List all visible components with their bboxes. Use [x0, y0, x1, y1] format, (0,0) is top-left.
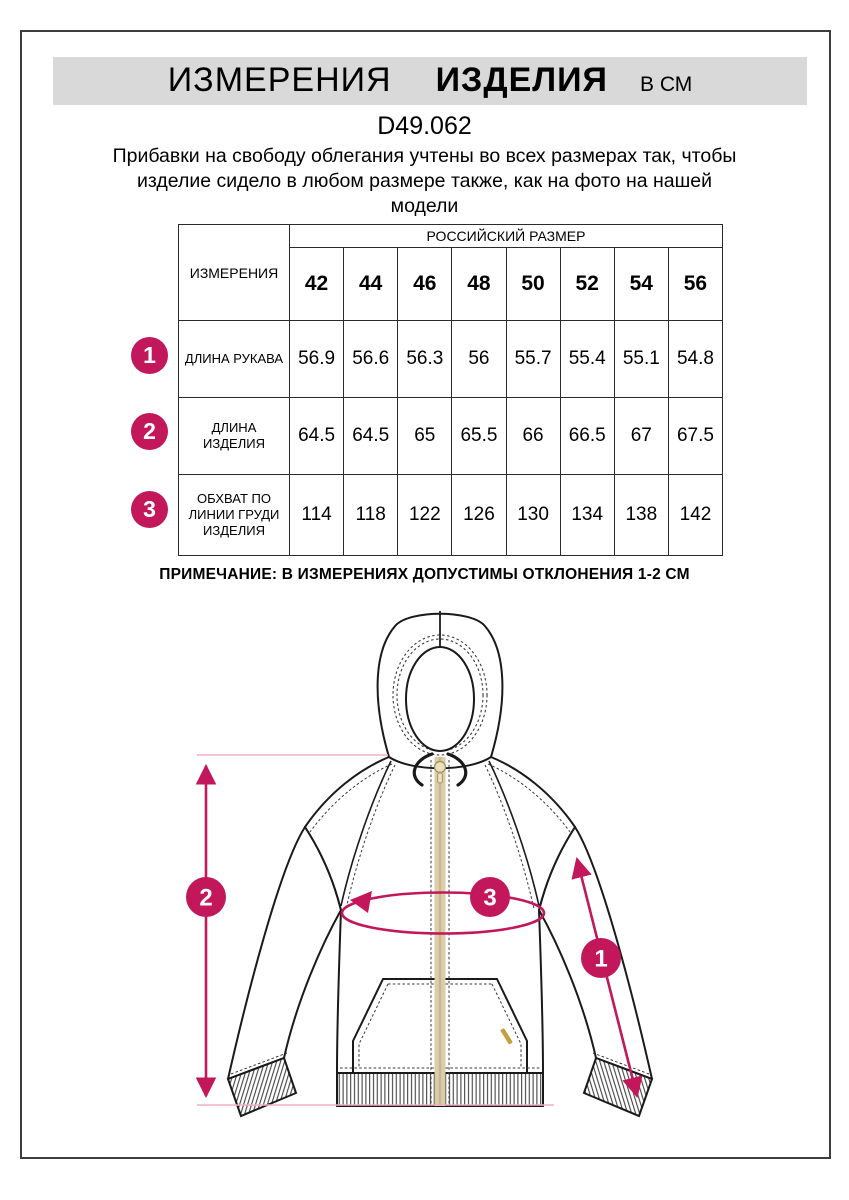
hood-opening: [406, 647, 474, 751]
value-cell: 56: [452, 321, 506, 398]
diagram-badge-garment-length: [186, 877, 226, 917]
value-cell: 66: [506, 398, 560, 475]
value-cell: 134: [560, 475, 614, 556]
svg-text:3: 3: [483, 884, 497, 912]
size-cell: 42: [290, 248, 344, 321]
value-cell: 65: [398, 398, 452, 475]
size-cell: 46: [398, 248, 452, 321]
row-number-badge-1: 1: [131, 337, 168, 374]
fit-note-line: модели: [390, 194, 459, 217]
value-cell: 114: [290, 475, 344, 556]
fit-note-line: Прибавки на свободу облегания учтены во всех размерах так, чтобы: [112, 145, 737, 167]
row-number-badge-2: 2: [131, 413, 168, 450]
diagram-badge-chest-girth: [470, 877, 510, 917]
fit-note-line: изделие сидело в любом размере также, как на фото на нашей: [136, 169, 713, 192]
measurements-header-cell: ИЗМЕРЕНИЯ: [179, 225, 290, 321]
value-cell: 122: [398, 475, 452, 556]
tolerance-footnote: ПРИМЕЧАНИЕ: В ИЗМЕРЕНИЯХ ДОПУСТИМЫ ОТКЛОНЕНИЯ 1-2 СМ: [159, 566, 690, 583]
fit-note: [0, 144, 849, 218]
value-cell: 142: [668, 475, 722, 556]
value-cell: 64.5: [290, 398, 344, 475]
size-cell: 48: [452, 248, 506, 321]
page-title-emphasis: ИЗДЕЛИЯ: [435, 61, 608, 99]
row-number-badge-3: 3: [131, 491, 168, 528]
table-row-garment-length: [179, 398, 723, 475]
size-cell: 44: [344, 248, 398, 321]
table-row-chest-girth: [179, 475, 723, 556]
page-title-unit: В СМ: [639, 73, 693, 96]
product-code: D49.062: [377, 112, 472, 140]
value-cell: 65.5: [452, 398, 506, 475]
row-label: ДЛИНА ИЗДЕЛИЯ: [179, 398, 290, 475]
title-bar: [53, 57, 807, 105]
hoodie-technical-drawing: [170, 588, 730, 1160]
value-cell: 118: [344, 475, 398, 556]
diagram-badge-sleeve-length: [581, 938, 621, 978]
row-label: ДЛИНА РУКАВА: [179, 321, 290, 398]
size-cell: 56: [668, 248, 722, 321]
value-cell: 54.8: [668, 321, 722, 398]
size-table: [178, 224, 723, 556]
value-cell: 56.3: [398, 321, 452, 398]
value-cell: 55.4: [560, 321, 614, 398]
value-cell: 138: [614, 475, 668, 556]
row-label: ОБХВАТ ПО ЛИНИИ ГРУДИ ИЗДЕЛИЯ: [179, 475, 290, 556]
value-cell: 64.5: [344, 398, 398, 475]
value-cell: 67.5: [668, 398, 722, 475]
value-cell: 126: [452, 475, 506, 556]
value-cell: 56.6: [344, 321, 398, 398]
value-cell: 66.5: [560, 398, 614, 475]
value-cell: 67: [614, 398, 668, 475]
svg-text:2: 2: [199, 884, 213, 912]
size-cell: 50: [506, 248, 560, 321]
size-group-header-cell: РОССИЙСКИЙ РАЗМЕР: [290, 225, 723, 248]
value-cell: 56.9: [290, 321, 344, 398]
table-row-sleeve-length: [179, 321, 723, 398]
value-cell: 55.1: [614, 321, 668, 398]
value-cell: 55.7: [506, 321, 560, 398]
left-sleeve: [228, 827, 341, 1079]
size-cell: 52: [560, 248, 614, 321]
page-title: ИЗМЕРЕНИЯ: [167, 61, 392, 99]
zipper-pull: [435, 762, 446, 773]
value-cell: 130: [506, 475, 560, 556]
svg-text:1: 1: [594, 945, 608, 973]
size-cell: 54: [614, 248, 668, 321]
